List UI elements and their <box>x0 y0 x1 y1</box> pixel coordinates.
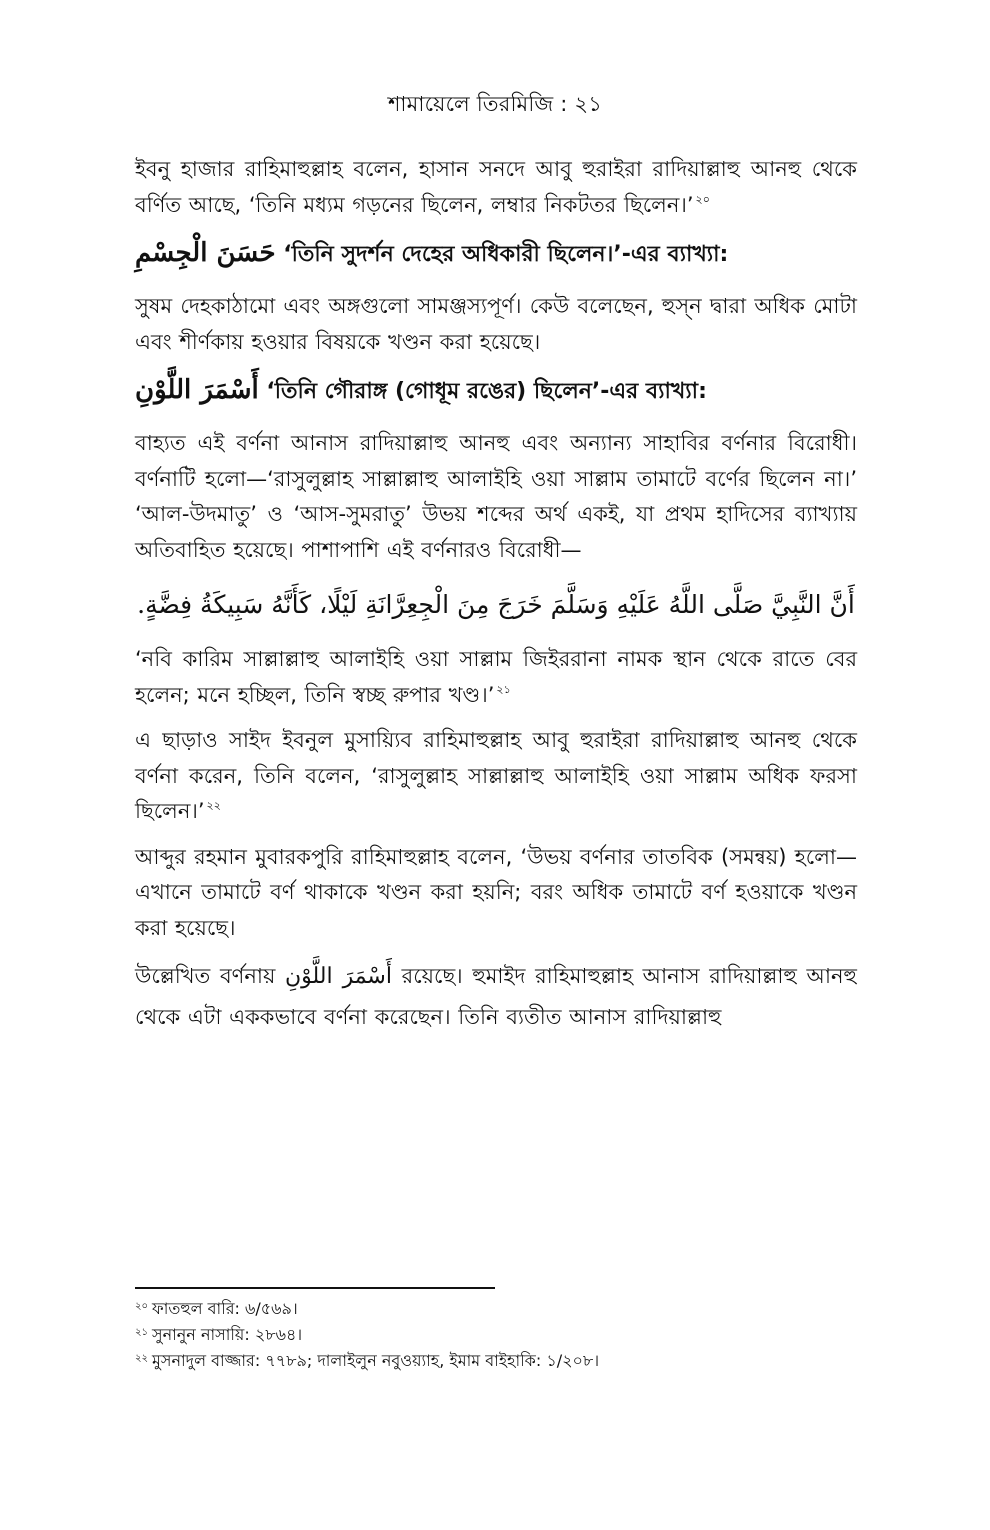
footnote-number: ২০ <box>135 1301 149 1312</box>
footnote-21 <box>135 1322 857 1348</box>
paragraph-1-text: ইবনু হাজার রাহিমাহুল্লাহ বলেন, হাসান সনদে আবু হুরাইরা রাদিয়াল্লাহু আনহু থেকে বর্ণিত আছে, ‘তিনি মধ্যম গড়নের ছিলেন, লম্বার নিকটতর ছিলেন।’ <box>135 157 857 217</box>
section-heading-asmar-al-lawn <box>135 370 857 412</box>
paragraph-7 <box>135 956 857 1037</box>
arabic-hadith-quote: أَنَّ النَّبِيَّ صَلَّى اللَّهُ عَلَيْهِ وَسَلَّمَ خَرَجَ مِنَ الْجِعِرَّانَةِ لَيْلًا، كَأَنَّهُ سَبِيكَةُ فِضَّةٍ. <box>137 590 855 619</box>
footnote-ref-22[interactable]: ২২ <box>206 799 221 812</box>
footnote-20 <box>135 1296 857 1322</box>
paragraph-4 <box>135 642 857 713</box>
footnote-text: ফাতহুল বারি: ৬/৫৬৯। <box>152 1299 298 1318</box>
paragraph-5-text: এ ছাড়াও সাইদ ইবনুল মুসায়্যিব রাহিমাহুল্লাহ আবু হুরাইরা রাদিয়াল্লাহু আনহু থেকে বর্ণনা করেন, তিনি বলেন, ‘রাসুলুল্লাহ সাল্লাল্লাহু আলাইহি ওয়া সাল্লাম অধিক ফরসা ছিলেন।’ <box>135 728 857 823</box>
paragraph-7-after: রয়েছে। হুমাইদ রাহিমাহুল্লাহ আনাস রাদিয়াল্লাহু আনহু থেকে এটা এককভাবে বর্ণনা করেছেন। তিনি ব্যতীত আনাস রাদিয়াল্লাহু <box>135 964 857 1029</box>
paragraph-4-text: ‘নবি কারিম সাল্লাল্লাহু আলাইহি ওয়া সাল্লাম জিইররানা নামক স্থান থেকে রাতে বের হলেন; মনে হচ্ছিল, তিনি স্বচ্ছ রুপার খণ্ড।’ <box>135 647 857 707</box>
inline-arabic-term: أَسْمَرَ اللَّوْنِ <box>284 964 392 989</box>
footnote-text: সুনানুন নাসায়ি: ২৮৬৪। <box>152 1325 303 1344</box>
section-heading-hasan-al-jism <box>135 233 857 275</box>
paragraph-3: বাহ্যত এই বর্ণনা আনাস রাদিয়াল্লাহু আনহু এবং অন্যান্য সাহাবির বর্ণনার বিরোধী। বর্ণনাটি হলো—‘রাসুলুল্লাহ সাল্লাল্লাহু আলাইহি ওয়া সাল্লাম তামাটে বর্ণের ছিলেন না।’ ‘আল-উদমাতু’ ও ‘আস-সুমরাতু’ উভয় শব্দের অর্থ একই, যা প্রথম হাদিসের ব্যাখ্যায় অতিবাহিত হয়েছে। পাশাপাশি এই বর্ণনারও বিরোধী— <box>135 431 857 562</box>
footnote-ref-20[interactable]: ২০ <box>695 192 710 206</box>
paragraph-2: সুষম দেহকাঠামো এবং অঙ্গগুলো সামঞ্জস্যপূর্ণ। কেউ বলেছেন, হুস্‌ন দ্বারা অধিক মোটা এবং শীর্ণকায় হওয়ার বিষয়কে খণ্ডন করা হয়েছে। <box>135 294 857 354</box>
footnote-ref-21[interactable]: ২১ <box>496 682 511 696</box>
footnote-separator <box>135 1287 495 1289</box>
paragraph-5 <box>135 723 857 830</box>
heading-text: ‘তিনি গৌরাঙ্গ (গোধূম রঙের) ছিলেন’-এর ব্যাখ্যা: <box>266 379 707 404</box>
heading-arabic-term: أَسْمَرَ اللَّوْنِ <box>135 375 259 405</box>
paragraph-6: আব্দুর রহমান মুবারকপুরি রাহিমাহুল্লাহ বলেন, ‘উভয় বর্ণনার তাতবিক (সমন্বয়) হলো—এখানে তামাটে বর্ণ থাকাকে খণ্ডন করা হয়নি; বরং অধিক তামাটে বর্ণ হওয়াকে খণ্ডন করা হয়েছে। <box>135 844 857 940</box>
footnote-number: ২১ <box>135 1327 148 1338</box>
paragraph-7-before: উল্লেখিত বর্ণনায় <box>135 964 276 988</box>
page-body <box>135 152 857 1047</box>
running-header: শামায়েলে তিরমিজি : ২১ <box>387 92 603 116</box>
footnotes <box>135 1296 857 1374</box>
footnote-text: মুসনাদুল বাজ্জার: ৭৭৮৯; দালাইলুন নবুওয়্যাহ, ইমাম বাইহাকি: ১/২০৮। <box>152 1351 600 1370</box>
footnote-22 <box>135 1348 857 1374</box>
footnote-number: ২২ <box>135 1353 149 1364</box>
heading-text: ‘তিনি সুদর্শন দেহের অধিকারী ছিলেন।’-এর ব্যাখ্যা: <box>283 242 729 267</box>
paragraph-1 <box>135 152 857 223</box>
heading-arabic-term: حَسَنَ الْجِسْمِ <box>135 238 276 268</box>
